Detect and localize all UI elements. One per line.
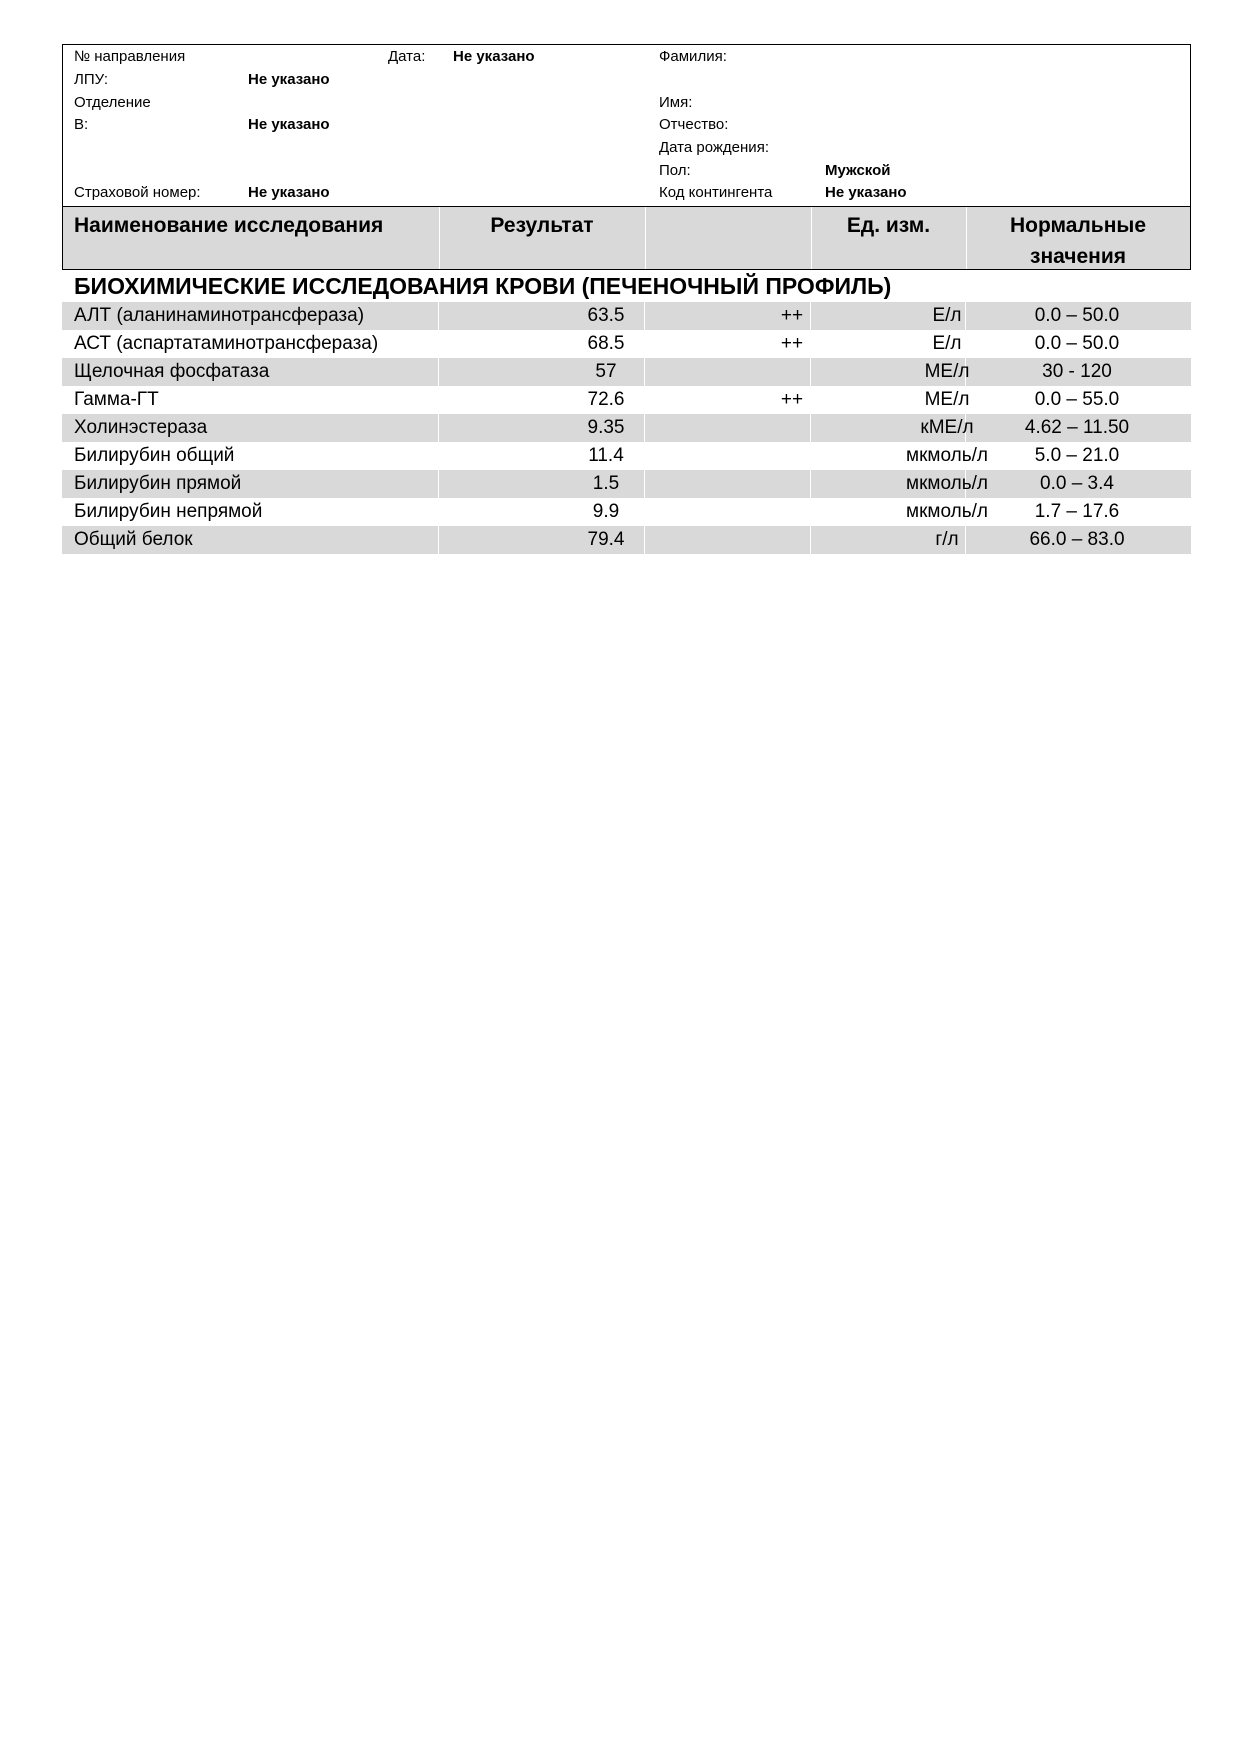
contingent-label: Код контингента	[659, 184, 773, 201]
date-value: Не указано	[453, 48, 535, 65]
patronymic-label: Отчество:	[659, 116, 729, 133]
test-name-cell: Билирубин общий	[74, 445, 235, 466]
test-name-cell: Щелочная фосфатаза	[74, 361, 270, 382]
norm-range-cell: 0.0 – 3.4	[1040, 473, 1114, 494]
patient-info-block	[62, 44, 1191, 206]
result-value-cell: 11.4	[588, 445, 624, 466]
table-column-header	[62, 206, 1191, 270]
column-name-header: Наименование исследования	[74, 214, 384, 237]
sex-value: Мужской	[825, 162, 891, 179]
table-row	[62, 302, 1191, 330]
contingent-value: Не указано	[825, 184, 907, 201]
table-row	[62, 470, 1191, 498]
table-row	[62, 386, 1191, 414]
unit-cell: г/л	[935, 529, 959, 550]
result-value-cell: 72.6	[587, 389, 625, 410]
lpu-label: ЛПУ:	[74, 71, 108, 88]
sex-label: Пол:	[659, 162, 691, 179]
table-row	[62, 498, 1191, 526]
column-result-header: Результат	[490, 214, 594, 237]
table-row	[62, 330, 1191, 358]
result-value-cell: 68.5	[587, 333, 625, 354]
column-norm-header-line2: значения	[1030, 245, 1126, 268]
norm-range-cell: 0.0 – 50.0	[1034, 305, 1120, 326]
unit-cell: мкмоль/л	[906, 501, 988, 522]
name-label: Имя:	[659, 94, 693, 111]
table-row	[62, 526, 1191, 554]
unit-cell: МЕ/л	[924, 389, 970, 410]
lpu-value: Не указано	[248, 71, 330, 88]
norm-range-cell: 5.0 – 21.0	[1034, 445, 1120, 466]
unit-cell: Е/л	[932, 333, 962, 354]
section-title: БИОХИМИЧЕСКИЕ ИССЛЕДОВАНИЯ КРОВИ (ПЕЧЕНОЧНЫЙ ПРОФИЛЬ)	[74, 273, 892, 299]
table-row	[62, 442, 1191, 470]
birthdate-label: Дата рождения:	[659, 139, 769, 156]
table-row	[62, 414, 1191, 442]
in-value: Не указано	[248, 116, 330, 133]
unit-cell: кМЕ/л	[920, 417, 974, 438]
column-norm-header-line1: Нормальные	[1009, 214, 1147, 237]
result-value-cell: 63.5	[587, 305, 625, 326]
result-value-cell: 79.4	[587, 529, 625, 550]
test-name-cell: Общий белок	[74, 529, 193, 550]
insurance-label: Страховой номер:	[74, 184, 201, 201]
norm-range-cell: 4.62 – 11.50	[1024, 417, 1130, 438]
unit-cell: мкмоль/л	[906, 445, 988, 466]
test-name-cell: Холинэстераза	[74, 417, 208, 438]
norm-range-cell: 0.0 – 55.0	[1034, 389, 1120, 410]
column-unit-header: Ед. изм.	[846, 214, 931, 237]
norm-range-cell: 0.0 – 50.0	[1034, 333, 1120, 354]
result-value-cell: 1.5	[592, 473, 620, 494]
table-row	[62, 358, 1191, 386]
unit-cell: МЕ/л	[924, 361, 970, 382]
test-name-cell: АЛТ (аланинаминотрансфераза)	[74, 305, 365, 326]
result-value-cell: 9.9	[592, 501, 620, 522]
date-label: Дата:	[388, 48, 426, 65]
norm-range-cell: 1.7 – 17.6	[1034, 501, 1120, 522]
surname-label: Фамилия:	[659, 48, 727, 65]
test-name-cell: Билирубин непрямой	[74, 501, 263, 522]
test-name-cell: АСТ (аспартатаминотрансфераза)	[74, 333, 379, 354]
unit-cell: Е/л	[932, 305, 962, 326]
result-value-cell: 9.35	[587, 417, 625, 438]
result-value-cell: 57	[595, 361, 617, 382]
result-flag-cell: ++	[780, 389, 804, 410]
department-label: Отделение	[74, 94, 151, 111]
test-name-cell: Билирубин прямой	[74, 473, 242, 494]
results-table	[62, 302, 1191, 554]
column-norm-header	[966, 210, 1190, 272]
result-flag-cell: ++	[780, 333, 804, 354]
norm-range-cell: 30 - 120	[1042, 361, 1112, 382]
lab-report-sheet	[62, 44, 1191, 554]
norm-range-cell: 66.0 – 83.0	[1029, 529, 1125, 550]
unit-cell: мкмоль/л	[906, 473, 988, 494]
in-label: В:	[74, 116, 89, 133]
referral-label: № направления	[74, 48, 186, 65]
test-name-cell: Гамма-ГТ	[74, 389, 159, 410]
result-flag-cell: ++	[780, 305, 804, 326]
insurance-value: Не указано	[248, 184, 330, 201]
